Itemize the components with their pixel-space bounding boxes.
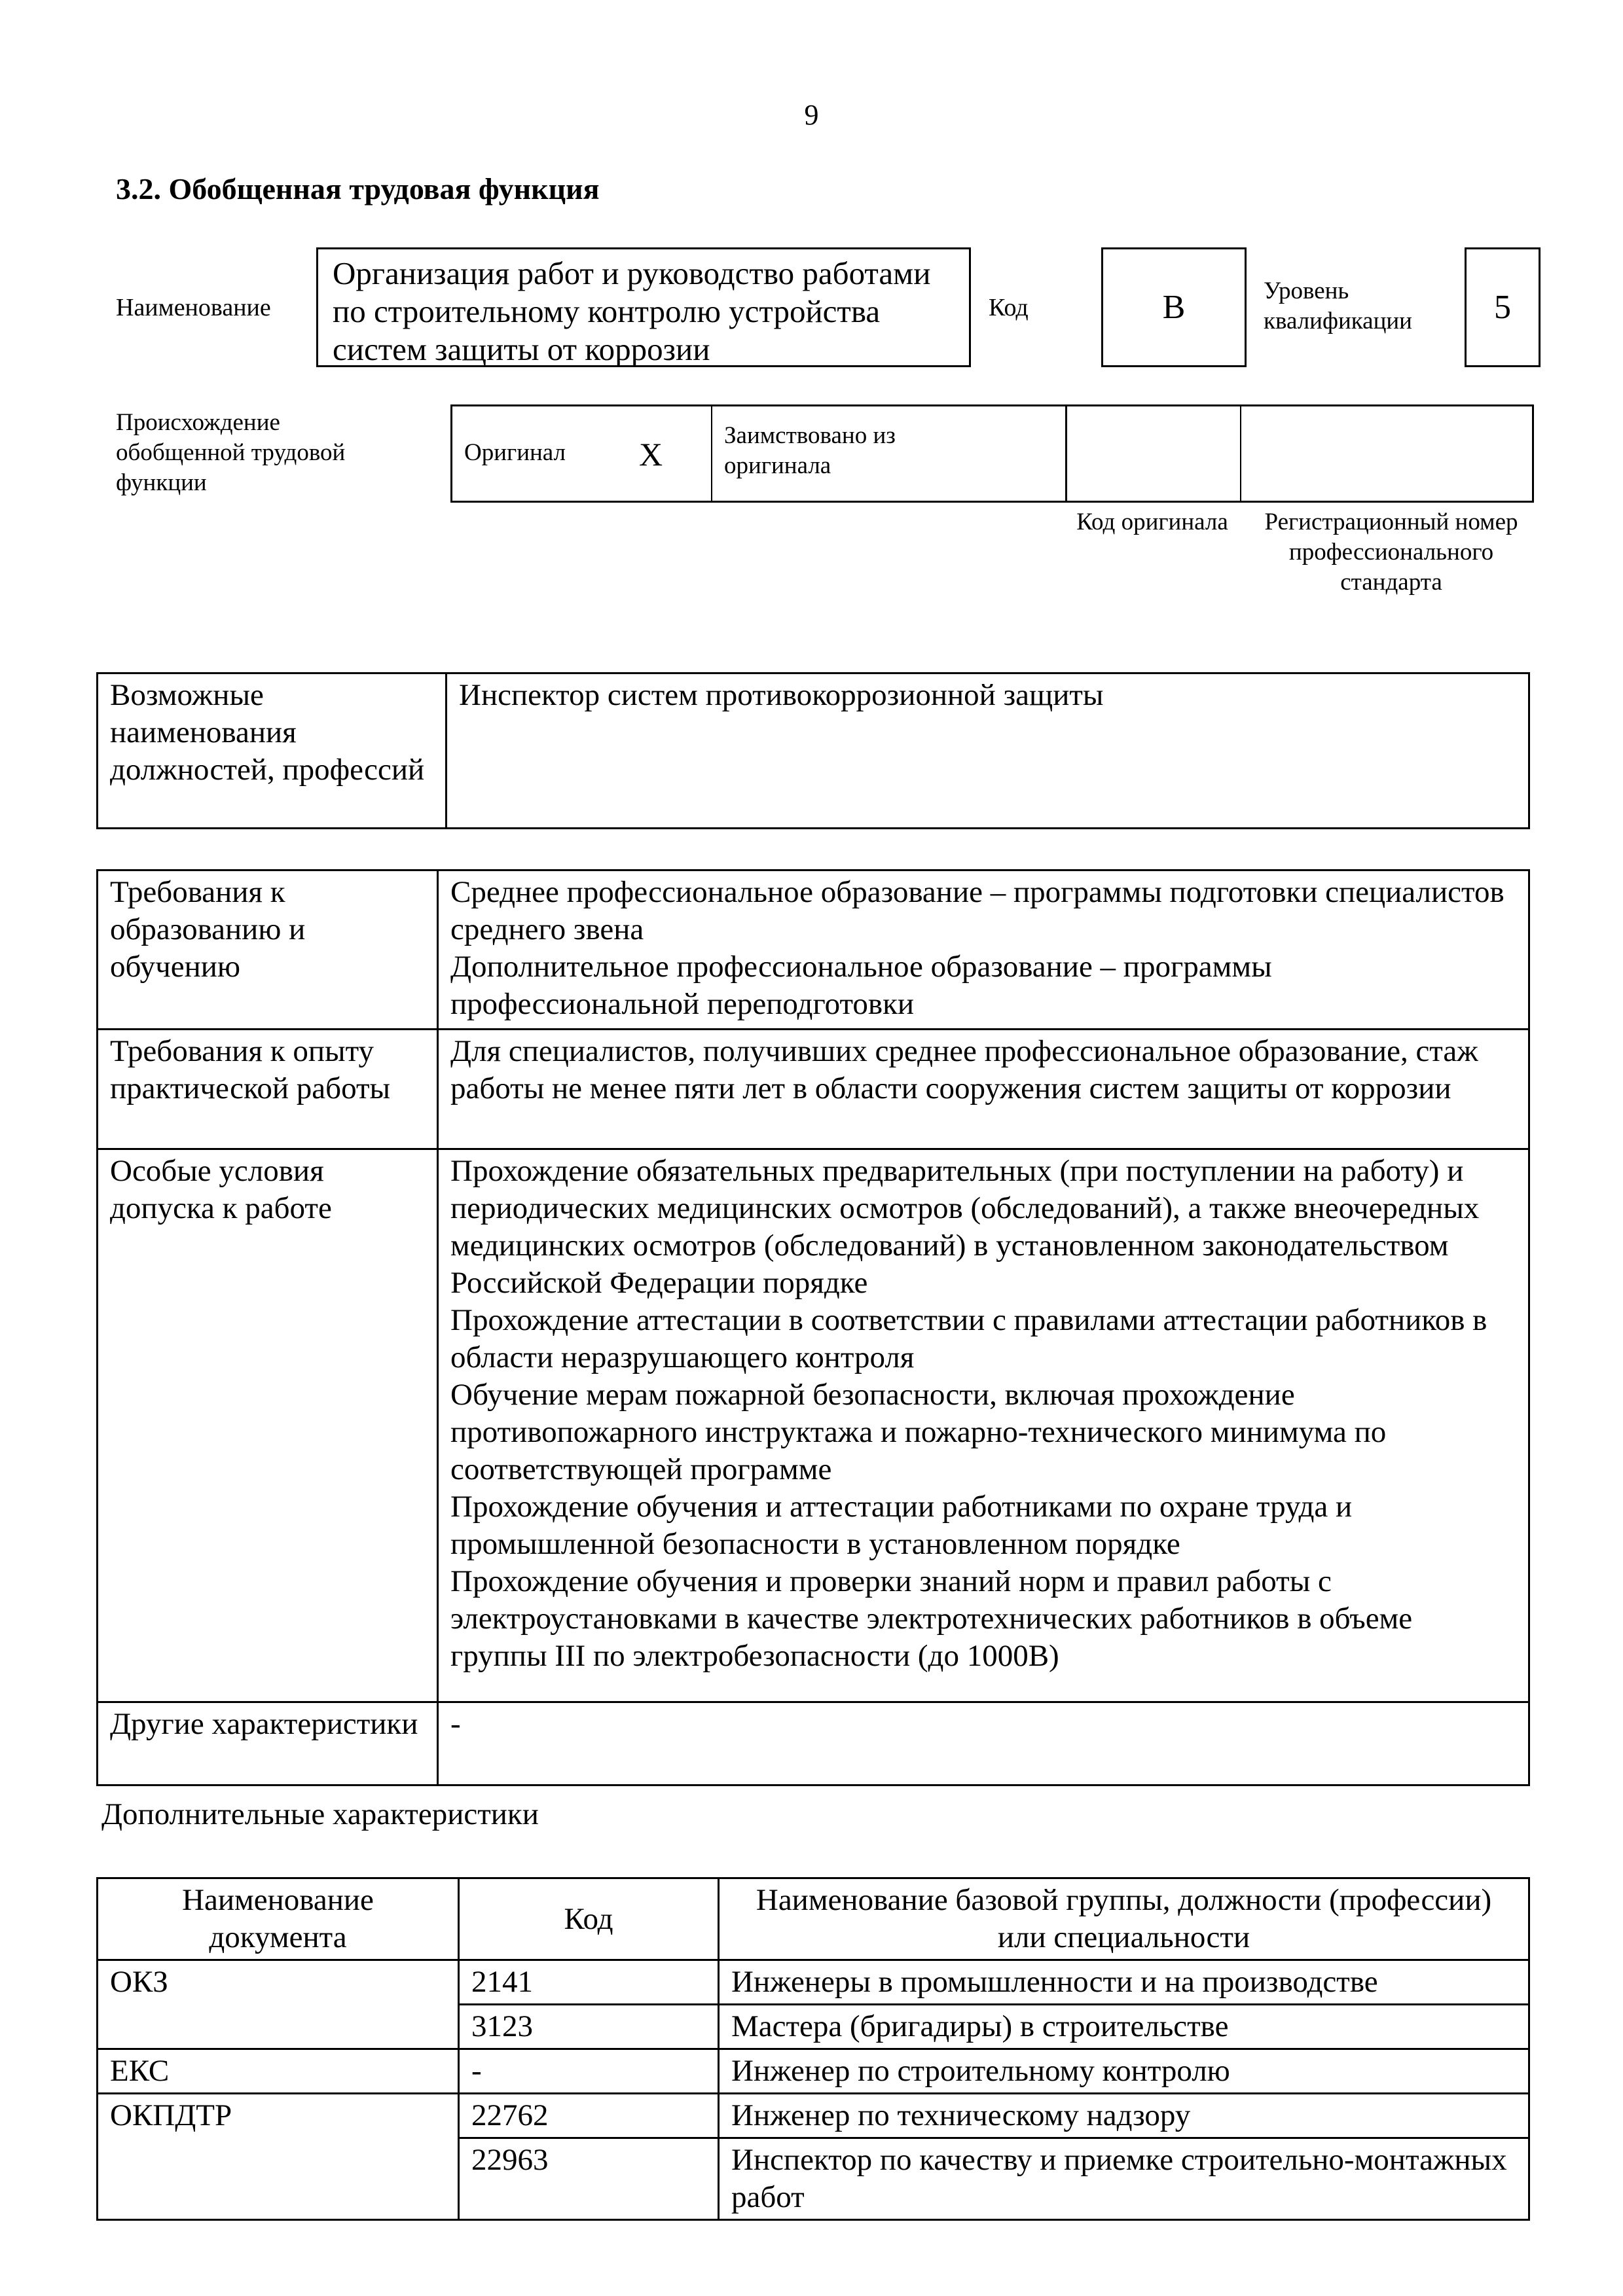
education-line: Среднее профессиональное образование – программы подготовки специалистов среднего звена — [450, 875, 1504, 946]
experience-line: Для специалистов, получивших среднее профессиональное образование, стаж работы не менее пяти лет в области сооружения систем защиты от коррозии — [450, 1034, 1478, 1105]
name-cell: Инженер по техническому надзору — [719, 2094, 1529, 2138]
borrowed-label: Заимствовано из оригинала — [724, 422, 896, 479]
table-row — [98, 1960, 1529, 2005]
code-cell: 22762 — [459, 2094, 719, 2138]
code-original-caption: Код оригинала — [1076, 509, 1228, 535]
other-value: - — [450, 1707, 461, 1741]
header-code: Код — [459, 1878, 719, 1960]
education-line: Дополнительное профессиональное образование – программы профессиональной переподготовки — [450, 950, 1272, 1021]
origin-divider-2 — [1065, 406, 1067, 501]
name-value-box — [316, 247, 971, 367]
special-condition-line: Прохождение обучения и аттестации работниками по охране труда и промышленной безопасности в установленном порядке — [450, 1490, 1353, 1561]
special-condition-line: Прохождение аттестации в соответствии с правилами аттестации работников в области неразрушающего контроля — [450, 1303, 1487, 1374]
code-label: Код — [989, 294, 1029, 321]
special-conditions-label: Особые условия допуска к работе — [98, 1149, 438, 1702]
special-condition-line: Прохождение обучения и проверки знаний норм и правил работы с электроустановками в качестве электротехнических работников в объеме группы III по электробезопасности (до 1000В) — [450, 1564, 1413, 1673]
original-label: Оригинал — [464, 439, 566, 466]
additional-title: Дополнительные характеристики — [101, 1797, 539, 1831]
requirement-education — [98, 870, 1529, 1030]
header-name: Наименование базовой группы, должности (профессии) или специальности — [719, 1878, 1529, 1960]
reg-number-caption: Регистрационный номер профессионального стандарта — [1264, 509, 1518, 596]
positions-label: Возможные наименования должностей, профессий — [98, 673, 447, 829]
origin-divider-3 — [1240, 406, 1241, 501]
origin-divider-1 — [711, 406, 712, 501]
code-cell: 22963 — [459, 2138, 719, 2220]
name-cell: Инспектор по качеству и приемке строительно-монтажных работ — [719, 2138, 1529, 2220]
doc-cell: ОКЗ — [98, 1960, 459, 2049]
origin-table — [450, 404, 1534, 503]
page-number: 9 — [804, 99, 819, 131]
name-value: Организация работ и руководство работами по строительному контролю устройства систем защиты от коррозии — [333, 255, 931, 367]
experience-label: Требования к опыту практической работы — [98, 1030, 438, 1149]
code-value-box — [1101, 247, 1247, 367]
requirement-other — [98, 1702, 1529, 1785]
requirements-table — [96, 869, 1530, 1786]
doc-cell: ЕКС — [98, 2049, 459, 2094]
special-condition-line: Прохождение обязательных предварительных (при поступлении на работу) и периодических медицинских осмотров (обследований), а также внеочередных медицинских осмотров (обследований) в установленном законодательством Российской Федерации порядке — [450, 1154, 1480, 1300]
level-value: 5 — [1494, 289, 1511, 326]
additional-header-row — [98, 1878, 1529, 1960]
table-row — [98, 2094, 1529, 2138]
other-label: Другие характеристики — [98, 1702, 438, 1785]
positions-row — [98, 673, 1529, 829]
name-label: Наименование — [116, 294, 271, 321]
code-cell: 2141 — [459, 1960, 719, 2005]
level-value-box — [1465, 247, 1541, 367]
special-condition-line: Обучение мерам пожарной безопасности, включая прохождение противопожарного инструктажа и пожарно-технического минимума по соответствующей программе — [450, 1378, 1387, 1486]
code-cell: 3123 — [459, 2005, 719, 2049]
code-value: B — [1162, 289, 1186, 326]
name-cell: Инженеры в промышленности и на производстве — [719, 1960, 1529, 2005]
positions-table — [96, 672, 1530, 829]
education-label: Требования к образованию и обучению — [98, 870, 438, 1030]
positions-value: Инспектор систем противокоррозионной защиты — [447, 673, 1529, 829]
origin-label: Происхождение обобщенной трудовой функции — [116, 409, 346, 496]
requirement-experience — [98, 1030, 1529, 1149]
table-row — [98, 2049, 1529, 2094]
original-mark: X — [639, 436, 663, 473]
doc-cell: ОКПДТР — [98, 2094, 459, 2220]
header-doc: Наименование документа — [98, 1878, 459, 1960]
additional-table — [96, 1877, 1530, 2221]
section-title: 3.2. Обобщенная трудовая функция — [116, 172, 600, 206]
code-cell: - — [459, 2049, 719, 2094]
level-label: Уровень квалификации — [1264, 278, 1412, 334]
name-cell: Инженер по строительному контролю — [719, 2049, 1529, 2094]
requirement-special-conditions — [98, 1149, 1529, 1702]
name-cell: Мастера (бригадиры) в строительстве — [719, 2005, 1529, 2049]
